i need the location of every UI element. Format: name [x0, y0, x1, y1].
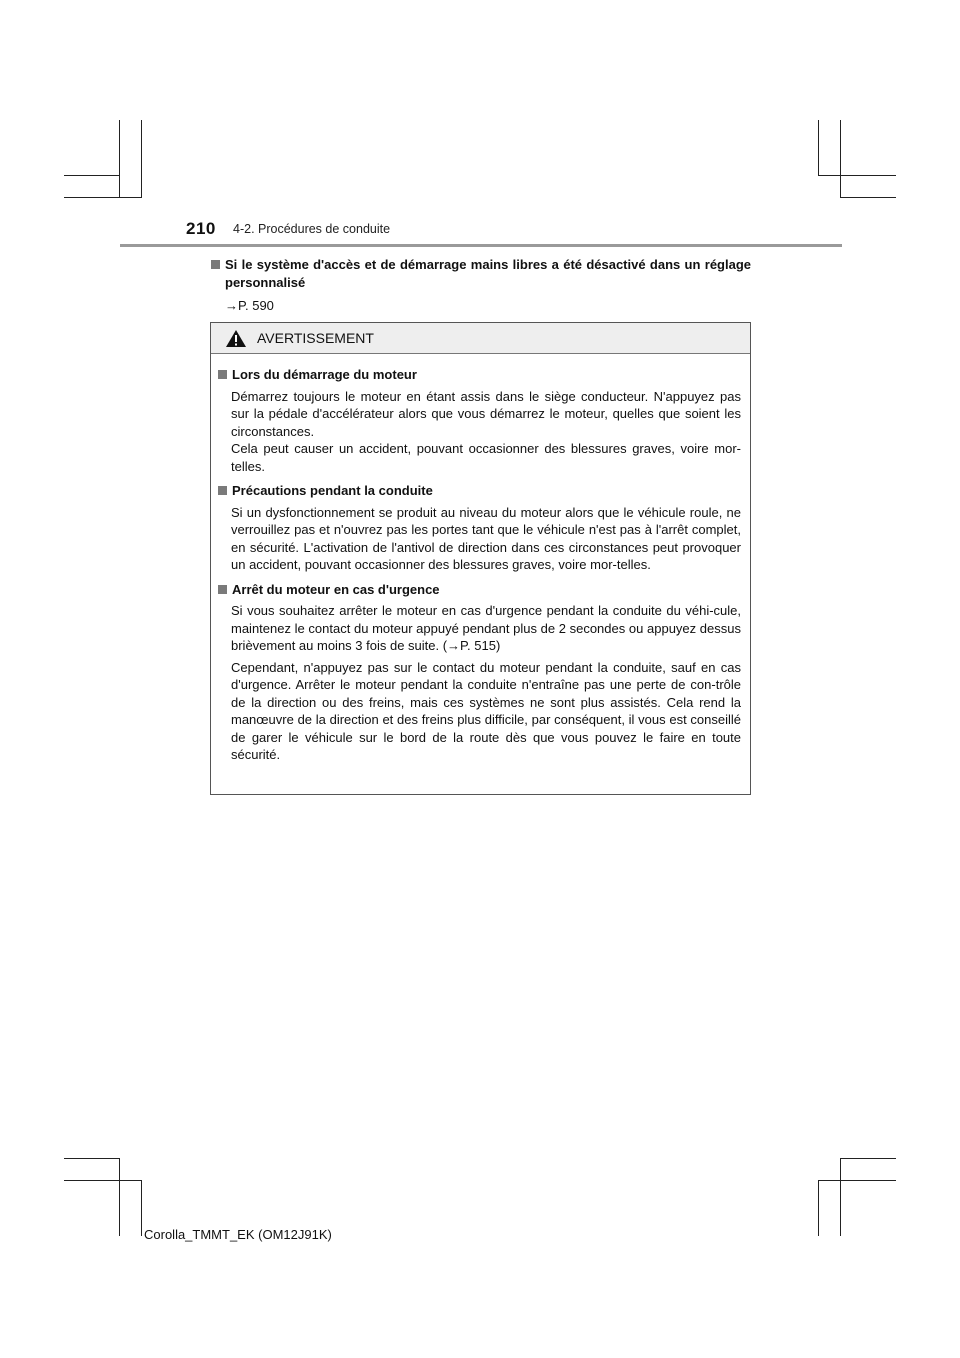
crop-mark — [119, 1158, 120, 1236]
warning-body — [211, 354, 750, 764]
document-code: Corolla_TMMT_EK (OM12J91K) — [144, 1227, 332, 1242]
warning-item-title — [218, 482, 741, 500]
page-number: 210 — [186, 219, 216, 238]
bullet-square-icon — [218, 486, 227, 495]
warning-item-title — [218, 581, 741, 599]
intro-heading — [211, 256, 751, 291]
warning-header — [211, 323, 750, 354]
bullet-square-icon — [211, 260, 220, 269]
crop-mark — [840, 120, 841, 198]
warning-paragraph: Cependant, n'appuyez pas sur le contact du moteur pendant la conduite, sauf en cas d'urgence. Arrêter le moteur pendant la conduite n'entraîne pas une perte de con-trôle de la direction ou des freins, mais ces systèmes ne sont plus assistés. Cela rend la manœuvre de la direction et des freins plus difficile, par conséquent, il vous est conseillé de garer le véhicule sur le bord de la route dès que vous pouvez le faire en toute sécurité. — [231, 659, 741, 762]
warning-item-title-text: Précautions pendant la conduite — [232, 483, 433, 498]
warning-paragraph: Démarrez toujours le moteur en étant assis dans le siège conducteur. N'appuyez pas sur la pédale d'accélérateur alors que vous démarrez le moteur, quelles que soient les circonstances. — [231, 388, 741, 439]
crop-mark — [840, 1158, 896, 1159]
crop-mark — [64, 175, 120, 176]
warning-item-title-text: Arrêt du moteur en cas d'urgence — [232, 581, 440, 597]
crop-mark — [840, 1158, 841, 1236]
crop-mark — [64, 197, 142, 198]
intro-heading-text: Si le système d'accès et de démarrage mains libres a été désactivé dans un réglage personnalisé — [225, 257, 751, 290]
crop-mark — [818, 175, 896, 176]
page-reference: →P. 590 — [225, 298, 274, 313]
crop-mark — [64, 1158, 120, 1159]
bullet-square-icon — [218, 585, 227, 594]
warning-paragraph: Cela peut causer un accident, pouvant occasionner des blessures graves, voire mor-telles. — [231, 441, 741, 474]
warning-item — [218, 366, 741, 475]
warning-item-title-text: Lors du démarrage du moteur — [232, 367, 417, 382]
warning-item-title — [218, 366, 741, 384]
crop-mark — [141, 1180, 142, 1236]
warning-triangle-icon — [225, 329, 247, 348]
warning-title: AVERTISSEMENT — [257, 330, 374, 346]
crop-mark — [141, 120, 142, 198]
warning-box — [210, 322, 751, 795]
crop-mark — [64, 1180, 142, 1181]
crop-mark — [818, 1180, 896, 1181]
crop-mark — [818, 120, 819, 176]
crop-mark — [818, 1180, 819, 1236]
bullet-square-icon — [218, 370, 227, 379]
warning-paragraph: Si un dysfonctionnement se produit au niveau du moteur alors que le véhicule roule, ne verrouillez pas et n'ouvrez pas les portes tant que le véhicule n'est pas à l'arrêt complet, en sécurité. L'activation de l'antivol de direction dans ces circonstances peut provoquer un accident, pouvant occasionner des blessures graves, voire mor-telles. — [231, 504, 741, 572]
warning-item — [218, 482, 741, 574]
crop-mark — [119, 120, 120, 198]
warning-paragraph: Si vous souhaitez arrêter le moteur en cas d'urgence pendant la conduite du véhi-cule, maintenez le contact du moteur appuyé pendant plus de 2 secondes ou appuyez dessus brièvement au moins 3 fois de suite. (→P. 515) — [231, 603, 741, 653]
crop-mark — [840, 197, 896, 198]
warning-item — [218, 581, 741, 764]
chapter-title: 4-2. Procédures de conduite — [233, 222, 391, 236]
header-rule — [120, 244, 842, 247]
intro-section — [211, 256, 751, 315]
